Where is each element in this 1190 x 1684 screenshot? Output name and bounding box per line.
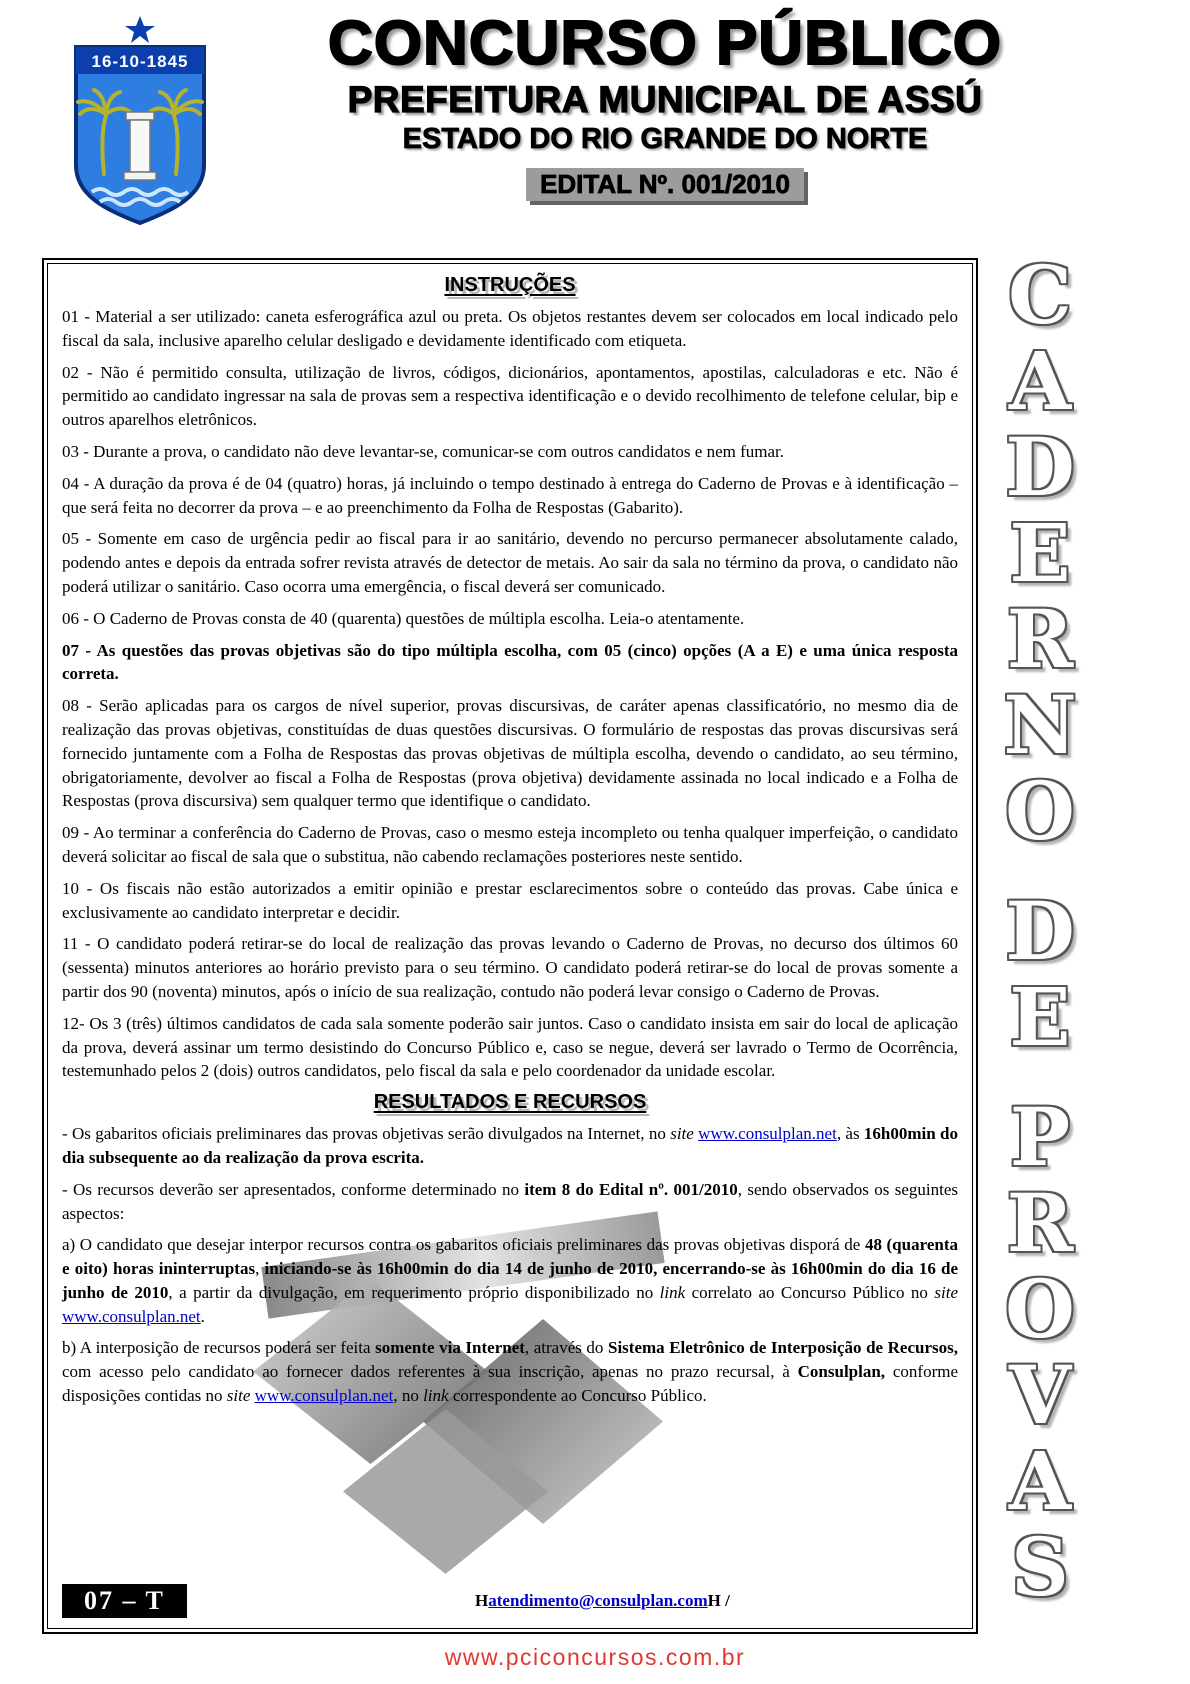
municipality-name: PREFEITURA MUNICIPAL DE ASSÚ: [347, 79, 983, 121]
vertical-letter: R: [1006, 592, 1074, 686]
page-header: [0, 9, 1190, 252]
link[interactable]: atendimento@consulplan.com: [488, 1591, 708, 1610]
coat-of-arms-logo: [60, 14, 220, 229]
instruction-item-02: 02 - Não é permitido consulta, utilização de livros, códigos, dicionários, apontamentos, apostilas, calculadoras e etc. Não é permitido ao candidato ingressar na sala de provas sem a respectiva identificação e o devido recolhimento de telefone celular, bip e outros aparelhos eletrônicos.: [62, 362, 958, 430]
vertical-letter: A: [1008, 334, 1072, 428]
results-item-1: - Os gabaritos oficiais preliminares das provas objetivas serão divulgados na Internet, no site www.consulplan.net, às 16h00min do dia subsequente ao da realização da prova escrita.: [62, 1124, 959, 1167]
results-item-b: b) A interposição de recursos poderá ser feita somente via Internet, através do Sistema Eletrônico de Interposição de Recursos, com acesso pelo candidato ao fornecer dados referentes à sua inscrição, apenas no prazo recursal, à Consulplan, conforme disposições contidas no site www.consulplan.net, no link correspondente ao Concurso Público.: [62, 1338, 959, 1406]
header-titles: [245, 9, 1085, 201]
results-heading: RESULTADOS E RECURSOS: [373, 1091, 647, 1114]
main-title: CONCURSO PÚBLICO: [328, 9, 1002, 78]
vertical-letter: O: [1005, 1262, 1075, 1356]
instructions-heading: INSTRUÇÕES: [444, 274, 576, 296]
vertical-letter: R: [1006, 1176, 1074, 1270]
instruction-item-01: 01 - Material a ser utilizado: caneta esferográfica azul ou preta. Os objetos restantes devem ser colocados em local indicado pelo fiscal da sala, inclusive aparelho celular desligado e devidamente identificado com etiqueta.: [62, 307, 958, 350]
pciconcursos-watermark-url[interactable]: www.pciconcursos.com.br: [444, 1644, 746, 1670]
instruction-item-11: 11 - O candidato poderá retirar-se do local de realização das provas levando o Caderno de Provas, no decurso dos últimos 60 (sessenta) minutos anteriores ao horário previsto para o seu término. O candidato poderá retirar-se do local de provas somente a partir dos 90 (noventa) minutos, após o início de sua realização, contudo não poderá levar consigo o Caderno de Provas.: [62, 934, 958, 1001]
state-name: ESTADO DO RIO GRANDE DO NORTE: [402, 123, 928, 156]
instruction-item-05: 05 - Somente em caso de urgência pedir ao fiscal para ir ao sanitário, devendo no percurso permanecer absolutamente calado, podendo antes e depois da entrada sofrer revista através de detector de metais. Ao sair da sala no término da prova, o candidato não poderá utilizar o sanitário. Caso ocorra uma emergência, o fiscal deverá ser comunicado.: [62, 529, 958, 596]
vertical-letter: [980, 1060, 1100, 1094]
instruction-item-07: 07 - As questões das provas objetivas são do tipo múltipla escolha, com 05 (cinco) opções (A a E) e uma única resposta correta.: [62, 640, 958, 684]
test-code-badge: 07 – T: [62, 1584, 187, 1618]
box-footer: [62, 1584, 958, 1618]
instructions-box-inner: [47, 263, 973, 1629]
instruction-item-08: 08 - Serão aplicadas para os cargos de nível superior, provas discursivas, de caráter apenas classificatório, no mesmo dia de realização das provas objetivas, constituídas de duas questões discursivas. O formulário de respostas das provas discursivas será fornecido juntamente com a Folha de Respostas das provas objetivas de múltipla escolha, devendo o candidato, ao seu término, obrigatoriamente, devolver ao fiscal a Folha de Respostas (prova objetiva) devidamente assinada no local indicado e a Folha de Respostas (prova discursiva) sem qualquer termo que identifique o candidato.: [62, 696, 958, 811]
instructions-box: [42, 258, 978, 1634]
coat-of-arms-svg: [60, 14, 220, 229]
link[interactable]: www.consulplan.net: [254, 1386, 394, 1406]
vertical-letter: D: [1005, 420, 1075, 514]
link[interactable]: www.consulplan.net: [698, 1124, 837, 1144]
vertical-letter: C: [1008, 248, 1072, 342]
vertical-letter: [980, 854, 1100, 888]
vertical-letter: A: [1008, 1434, 1072, 1528]
instruction-item-10: 10 - Os fiscais não estão autorizados a emitir opinião e prestar esclarecimentos sobre o conteúdo das provas. Cabe única e exclusivamente ao candidato interpretar e decidir.: [62, 878, 958, 922]
caderno-de-provas-banner: [980, 248, 1100, 1614]
instruction-item-12: 12- Os 3 (três) últimos candidatos de cada sala somente poderão sair juntos. Caso o candidato insista em sair do local de aplicação da prova, deverá assinar um termo desistindo do Concurso Público e, caso se negue, deverá ser lavrado o Termo de Ocorrência, testemunhado pelos 2 (dois) outros candidatos, pelo fiscal da sala e pelo coordenador da unidade escolar.: [62, 1013, 958, 1081]
vertical-letter: O: [1005, 764, 1075, 858]
instruction-item-04: 04 - A duração da prova é de 04 (quatro) horas, já incluindo o tempo destinado à entrega do Caderno de Provas e à identificação – que será feita no decorrer da prova – e ao preenchimento da Folha de Respostas (Gabarito).: [62, 473, 958, 517]
link[interactable]: www.consulplan.net: [62, 1306, 201, 1326]
instruction-item-03: 03 - Durante a prova, o candidato não deve levantar-se, comunicar-se com outros candidatos e nem fumar.: [62, 441, 785, 461]
contact-email-line: Hatendimento@consulplan.comH /: [475, 1591, 730, 1610]
edital-number: EDITAL Nº. 001/2010: [526, 168, 804, 201]
vertical-letter: E: [1009, 506, 1071, 600]
vertical-letter: E: [1009, 970, 1071, 1064]
instruction-item-06: 06 - O Caderno de Provas consta de 40 (quarenta) questões de múltipla escolha. Leia-o atentamente.: [62, 608, 745, 628]
vertical-letter: S: [1011, 1520, 1069, 1614]
founding-date-banner: 16-10-1845: [91, 52, 189, 71]
vertical-letter: P: [1009, 1090, 1071, 1184]
vertical-letter: N: [1003, 678, 1077, 772]
results-item-2: - Os recursos deverão ser apresentados, conforme determinado no item 8 do Edital nº. 001/2010, sendo observados os seguintes aspectos:: [62, 1179, 958, 1223]
vertical-letter: V: [1008, 1348, 1072, 1442]
vertical-letter: D: [1005, 884, 1075, 978]
results-item-a: a) O candidato que desejar interpor recursos contra os gabaritos oficiais preliminares das provas objetivas disporá de 48 (quarenta e oito) horas ininterruptas, iniciando-se às 16h00min do dia 14 de junho de 2010, encerrando-se às 16h00min do dia 16 de junho de 2010, a partir da divulgação, em requerimento próprio disponibilizado no link correlato ao Concurso Público no site www.consulplan.net.: [62, 1235, 959, 1326]
star-icon: [125, 16, 155, 43]
instruction-item-09: 09 - Ao terminar a conferência do Caderno de Provas, caso o mesmo esteja incompleto ou tenha qualquer imperfeição, o candidato deverá solicitar ao fiscal de sala que o substitua, não cabendo reclamações posteriores neste sentido.: [62, 823, 958, 866]
